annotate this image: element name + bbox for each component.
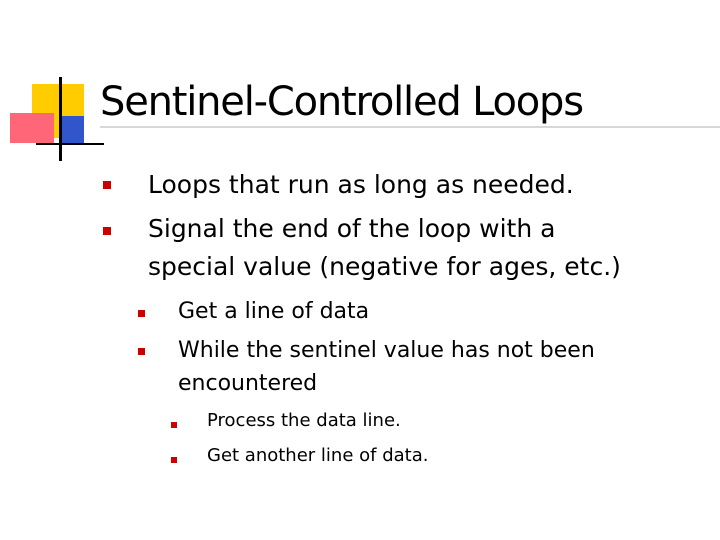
sub-sub-bullet-text: Get another line of data. xyxy=(207,445,429,466)
sub-bullet-text: Get a line of data xyxy=(178,299,370,324)
sub-bullet-text-continued: encountered xyxy=(178,371,318,396)
bullet-text-continued: special value (negative for ages, etc.) xyxy=(148,252,621,281)
logo-horizontal-line xyxy=(36,143,104,145)
bullet-square-icon xyxy=(138,310,145,317)
bullet-square-icon xyxy=(138,348,145,355)
bullet-square-icon xyxy=(103,181,111,189)
title-divider xyxy=(100,126,720,128)
sub-sub-bullet-text: Process the data line. xyxy=(207,410,401,431)
bullet-square-icon xyxy=(171,422,177,428)
logo-pink-square xyxy=(10,113,54,143)
bullet-square-icon xyxy=(171,457,177,463)
bullet-text: Signal the end of the loop with a xyxy=(148,214,556,243)
bullet-text: Loops that run as long as needed. xyxy=(148,170,574,199)
bullet-square-icon xyxy=(103,227,111,235)
sub-bullet-text: While the sentinel value has not been xyxy=(178,338,595,363)
logo-vertical-line xyxy=(59,77,62,161)
slide-title: Sentinel-Controlled Loops xyxy=(100,79,583,125)
logo-icon xyxy=(0,0,100,170)
logo-blue-square xyxy=(62,116,84,144)
